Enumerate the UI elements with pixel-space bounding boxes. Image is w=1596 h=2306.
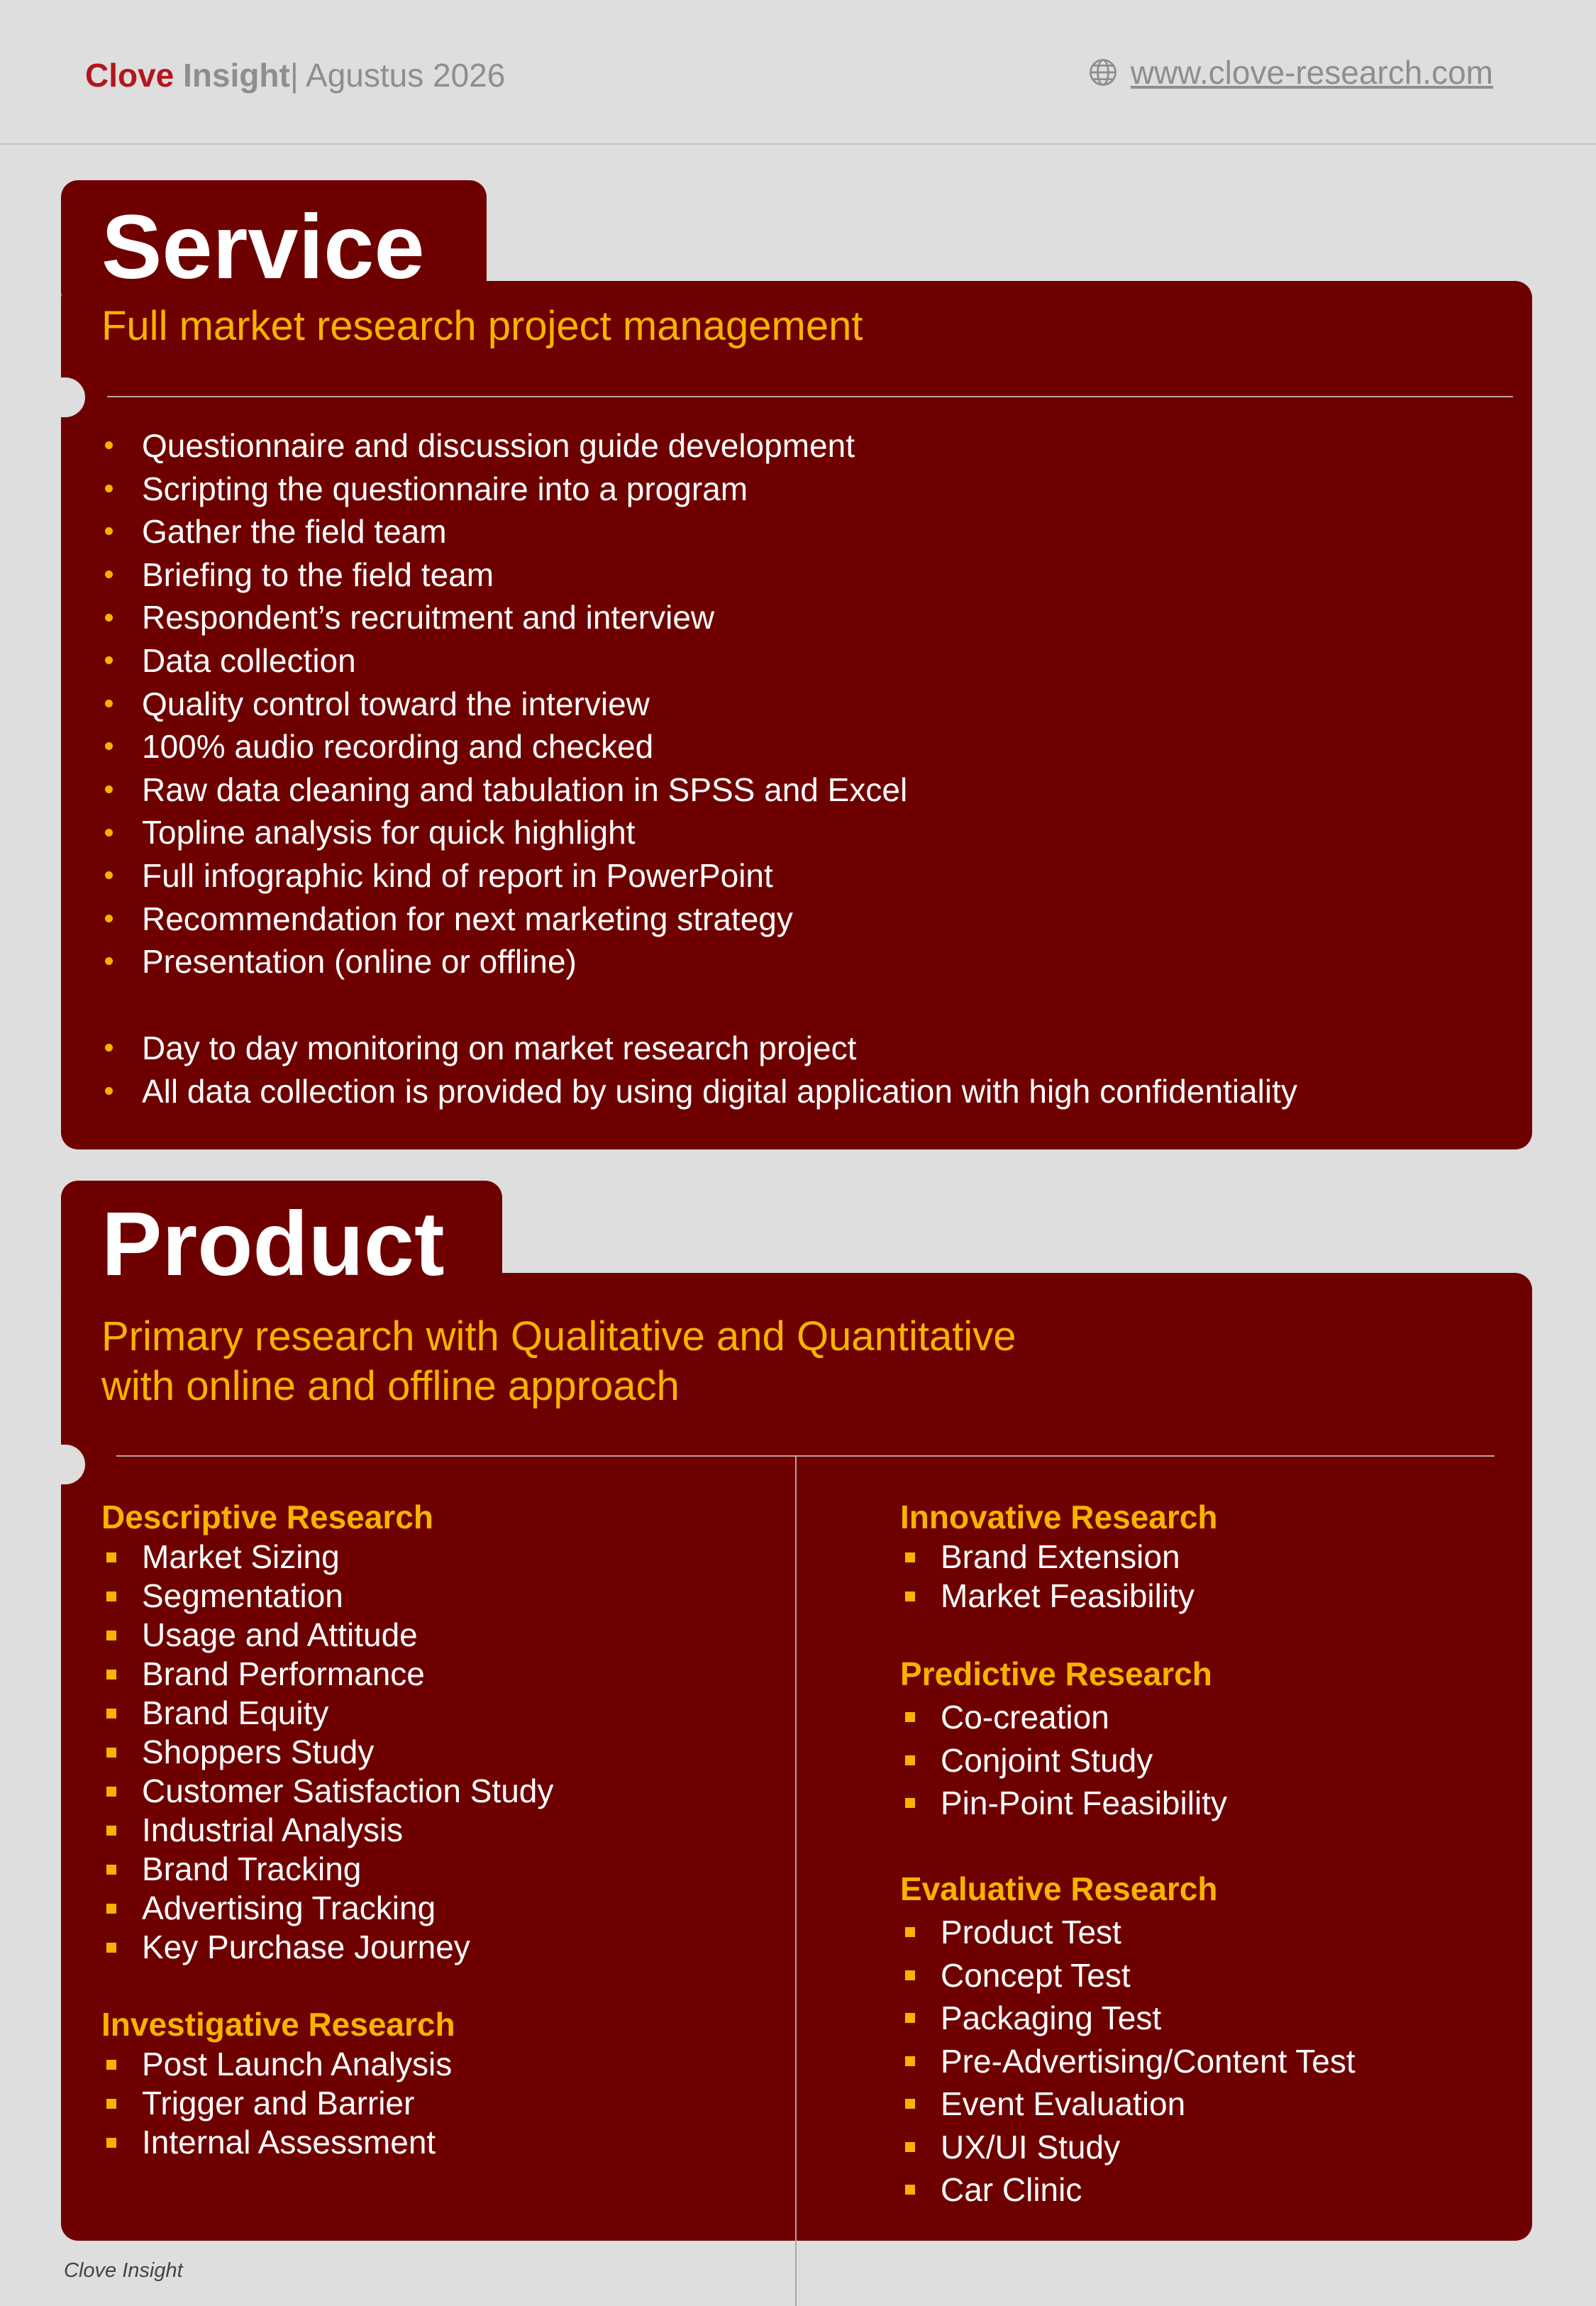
footer-brand: Clove Insight <box>64 2259 183 2282</box>
list-item: Gather the field team <box>142 510 907 553</box>
list-item: Full infographic kind of report in PowerPoint <box>142 854 907 898</box>
service-subtitle: Full market research project management <box>101 303 863 349</box>
innovative-research-heading: Innovative Research <box>900 1499 1218 1535</box>
list-item: Trigger and Barrier <box>142 2084 452 2123</box>
product-title: Product <box>101 1193 445 1295</box>
website-link[interactable]: www.clove-research.com <box>1130 54 1493 91</box>
list-item: 100% audio recording and checked <box>142 725 907 768</box>
list-item: Internal Assessment <box>142 2123 452 2162</box>
product-subtitle-line1: Primary research with Qualitative and Quantitative <box>101 1313 1016 1359</box>
list-item: Brand Equity <box>142 1694 553 1733</box>
list-item: Data collection <box>142 639 907 683</box>
innovative-research-list <box>941 1538 1195 1616</box>
list-item: All data collection is provided by using digital application with high confidentiality <box>142 1070 1297 1113</box>
list-item: Recommendation for next marketing strategy <box>142 898 907 941</box>
page-header <box>0 0 1596 145</box>
brand-name: Clove <box>85 57 174 94</box>
list-item: Briefing to the field team <box>142 553 907 597</box>
list-item: Brand Performance <box>142 1655 553 1694</box>
descriptive-research-heading: Descriptive Research <box>101 1499 433 1535</box>
list-item: Post Launch Analysis <box>142 2046 453 2082</box>
investigative-research-list <box>142 2045 452 2162</box>
report-date: Agustus 2026 <box>306 57 506 94</box>
list-item: Usage and Attitude <box>142 1616 553 1655</box>
service-list <box>142 424 907 983</box>
service-extra-list <box>142 1027 1297 1113</box>
product-subtitle-line2: with online and offline approach <box>101 1363 680 1409</box>
list-item: Questionnaire and discussion guide development <box>142 424 907 468</box>
brand-suffix: Insight <box>183 57 290 94</box>
list-item: Shoppers Study <box>142 1733 553 1772</box>
list-item: Presentation (online or offline) <box>142 940 907 983</box>
list-item: Market Feasibility <box>941 1577 1195 1614</box>
list-item: Brand Extension <box>941 1538 1195 1577</box>
predictive-research-heading: Predictive Research <box>900 1655 1212 1692</box>
list-item: Respondent’s recruitment and interview <box>142 596 907 639</box>
list-item: Day to day monitoring on market research project <box>142 1027 1297 1070</box>
product-divider <box>116 1455 1495 1457</box>
list-item: Product Test <box>941 1911 1356 1954</box>
brand-separator: | <box>289 57 299 94</box>
list-item: Brand Tracking <box>142 1850 553 1889</box>
list-item: Industrial Analysis <box>142 1811 553 1850</box>
predictive-research-list <box>941 1696 1227 1825</box>
list-item: Pin-Point Feasibility <box>941 1782 1227 1825</box>
list-item: Event Evaluation <box>941 2082 1356 2126</box>
list-item: Pre-Advertising/Content Test <box>941 2040 1356 2083</box>
list-item: Market Sizing <box>142 1538 553 1577</box>
globe-icon <box>1088 57 1118 87</box>
service-divider <box>107 396 1513 397</box>
list-item: Co-creation <box>941 1696 1227 1739</box>
list-item: Key Purchase Journey <box>142 1928 553 1967</box>
list-item: Packaging Test <box>941 1997 1356 2040</box>
list-item: Advertising Tracking <box>142 1889 553 1928</box>
list-item: Scripting the questionnaire into a program <box>142 468 907 511</box>
list-item: Segmentation <box>142 1577 553 1616</box>
list-item: Conjoint Study <box>941 1739 1227 1782</box>
evaluative-research-heading: Evaluative Research <box>900 1870 1218 1907</box>
list-item: Customer Satisfaction Study <box>142 1772 554 1809</box>
column-separator <box>795 1456 797 2306</box>
service-title: Service <box>101 197 425 298</box>
descriptive-research-list <box>142 1538 553 1967</box>
list-item: Raw data cleaning and tabulation in SPSS and Excel <box>142 768 907 812</box>
list-item: Quality control toward the interview <box>142 683 907 726</box>
list-item: Concept Test <box>941 1954 1356 1997</box>
evaluative-research-list <box>941 1911 1356 2212</box>
list-item: Car Clinic <box>941 2168 1356 2212</box>
investigative-research-heading: Investigative Research <box>101 2006 455 2043</box>
website-line <box>1088 51 1493 94</box>
brand-line <box>85 54 505 96</box>
list-item: Topline analysis for quick highlight <box>142 811 907 854</box>
list-item: UX/UI Study <box>941 2126 1356 2169</box>
